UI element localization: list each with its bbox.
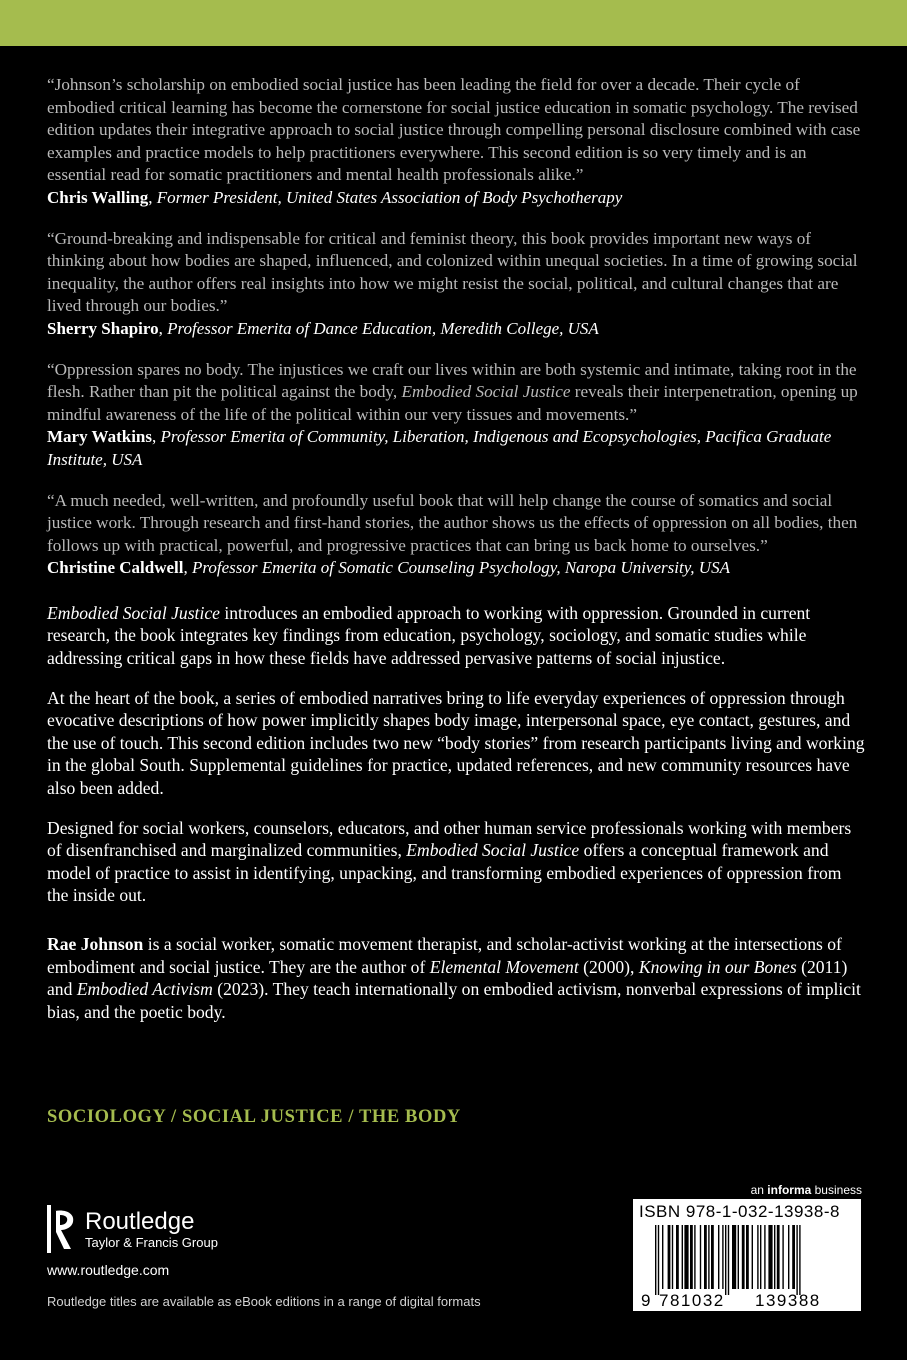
barcode-bar [694,1225,695,1289]
publisher-website: www.routledge.com [47,1262,170,1278]
barcode-bar [684,1225,688,1289]
barcode-bar [764,1225,765,1289]
barcode-bar [722,1225,723,1289]
bio-text: (2023). They teach internationally on embodied activism, nonverbal expressions of implicit bias, and the poetic body. [47,979,861,1022]
barcode-bar [799,1225,800,1295]
informa-brand: informa [767,1183,812,1197]
bio-text: is a social worker, somatic movement therapist, and scholar-activist working at the intersections of embodiment and social justice. They are the author of [47,934,842,977]
barcode-bar [690,1225,693,1289]
testimonial-quote: “Ground-breaking and indispensable for critical and feminist theory, this book provides important new ways of thinking about how bodies are shaped, influenced, and colonized within unequal societies. In a time of growing social inequality, the author offers real insights into how we might resist the social, political, and cultural changes that are lived through our bodies.” [47,228,858,316]
reviewer-title: Professor Emerita of Somatic Counseling Psychology, Naropa University, USA [191,558,730,578]
barcode-bar [768,1225,772,1289]
book-title-italic: Embodied Social Justice [406,840,580,861]
book-title-italic: Embodied Activism [76,979,213,1000]
barcode-bar [760,1225,761,1289]
description-paragraph: At the heart of the book, a series of embodied narratives bring to life everyday experiences of oppression through evocative descriptions of how power implicitly shapes body image, interpersonal space, eye contact, gestures, and the use of touch. This second edition includes two new “body stories” from research participants living and working in the global South. Supplemental guidelines for practice, updated references, and new community resources have also been added. [47,687,865,799]
quote-text: “Oppression spares no body. The injustices we craft our lives within are both systemic and intimate, taking root in the flesh. Rather than pit the political against the body, [47,359,857,402]
barcode-bar [774,1225,775,1289]
barcode-bar [742,1225,745,1289]
informa-text: business [811,1183,862,1197]
description-text: offers a conceptual framework and model of practice to assist in identifying, unpacking, and transforming embodied experiences of oppression from the inside out. [47,840,842,906]
description-text: Designed for social workers, counselors, educators, and other human service professionals working with members of disenfranchised and marginalized communities, [47,817,852,861]
quote-text: reveals their interpenetration, opening up mindful awareness of the life of the political within our very tissues and movements.” [47,382,858,424]
book-title-italic: Knowing in our Bones [638,956,797,977]
bio-text: (2000), [578,956,639,977]
isbn-label: ISBN 978-1-032-13938-8 [639,1202,840,1221]
book-title-italic: Embodied Social Justice [401,382,571,402]
barcode-bar [777,1225,780,1289]
reviewer-name: Chris Walling [47,187,149,207]
ebook-note: Routledge titles are available as eBook editions in a range of digital formats [47,1294,481,1309]
author-name: Rae Johnson [47,934,144,954]
reviewer-name: Sherry Shapiro [47,318,159,338]
description-paragraph [47,602,865,670]
testimonial-attribution: Mary Watkins, Professor Emerita of Community, Liberation, Indigenous and Ecopsychologies, Pacifica Graduate Institute, USA [47,427,832,469]
testimonial-quote: “Johnson’s scholarship on embodied social justice has been leading the field for over a decade. Their cycle of embodied critical learning has become the cornerstone for social justice education in somatic psychology. The revised edition updates their integrative approach to social justice through compelling personal disclosure combined with case examples and practice models to help practitioners everywhere. This second edition is so very timely and is an essential read for somatic practitioners and mental health professionals alike.” [47,75,861,185]
barcode-bar [746,1225,749,1289]
routledge-logo-icon [47,1205,79,1253]
barcode-bar [711,1225,714,1289]
testimonial-attribution: Christine Caldwell, Professor Emerita of Somatic Counseling Psychology, Naropa University, USA [47,558,730,578]
publisher-title: Routledge [85,1207,195,1235]
description-text: introduces an embodied approach to working with oppression. Grounded in current research, the book integrates key findings from education, psychology, sociology, and somatic studies while addressing critical gaps in how these fields have addressed pervasive patterns of social injustice. [47,602,811,669]
barcode-bar [708,1225,709,1289]
top-accent-band [0,0,907,46]
barcode-bar [732,1225,736,1289]
barcode-bar [792,1225,795,1289]
barcode-bar [676,1225,679,1289]
reviewer-title: Professor Emerita of Dance Education, Meredith College, USA [167,318,599,338]
barcode-bar [672,1225,673,1289]
back-cover-text [47,74,865,1040]
testimonial-attribution: Sherry Shapiro, Professor Emerita of Dance Education, Meredith College, USA [47,318,599,338]
barcode-bar [782,1225,783,1289]
barcode-digits-left: 781032 [659,1291,725,1310]
barcode-bar [662,1225,663,1289]
isbn-barcode [633,1199,861,1311]
barcode-bar [668,1225,671,1289]
book-title-italic: Elemental Movement [429,956,579,977]
publisher-name [85,1209,218,1250]
barcode-digits-right: 139388 [755,1291,821,1310]
barcode-bar [658,1225,659,1295]
testimonial-quote [47,359,865,427]
bio-text: (2011) and [47,956,848,1000]
informa-text: an [750,1183,768,1197]
barcode-bar [796,1225,797,1295]
barcode-bar [788,1225,789,1289]
informa-tagline [751,1183,862,1197]
testimonial-quote: “A much needed, well-written, and profoundly useful book that will help change the course of somatics and social justice work. Through research and first-hand stories, the author shows us the effects of oppression on all bodies, then follows up with practical, powerful, and progressive practices that can bring us back home to ourselves.” [47,490,858,555]
subject-category: SOCIOLOGY / SOCIAL JUSTICE / THE BODY [47,1107,461,1127]
testimonial-attribution: Chris Walling, Former President, United States Association of Body Psychotherapy [47,187,623,207]
book-title-italic: Embodied Social Justice [47,602,220,623]
barcode-bars [633,1199,861,1311]
author-bio [47,933,865,1023]
barcode-digit-prefix: 9 [641,1291,651,1310]
description-paragraph [47,817,865,907]
barcode-bar [718,1225,719,1289]
reviewer-title: Professor Emerita of Community, Liberation, Indigenous and Ecopsychologies, Pacifica Graduate Institute, USA [47,427,832,469]
barcode-bar [728,1225,729,1295]
barcode-bar [752,1225,753,1289]
barcode-bar [738,1225,739,1289]
barcode-bar [682,1225,683,1289]
barcode-bar [700,1225,701,1289]
reviewer-name: Mary Watkins [47,427,153,447]
reviewer-title: Former President, United States Association of Body Psychotherapy [156,187,623,207]
reviewer-name: Christine Caldwell [47,558,184,578]
barcode-bar [704,1225,707,1289]
publisher-group: Taylor & Francis Group [85,1234,218,1250]
barcode-bar [757,1225,758,1289]
barcode-bar [725,1225,726,1295]
barcode-bar [655,1225,656,1295]
publisher-logo [47,1205,218,1253]
